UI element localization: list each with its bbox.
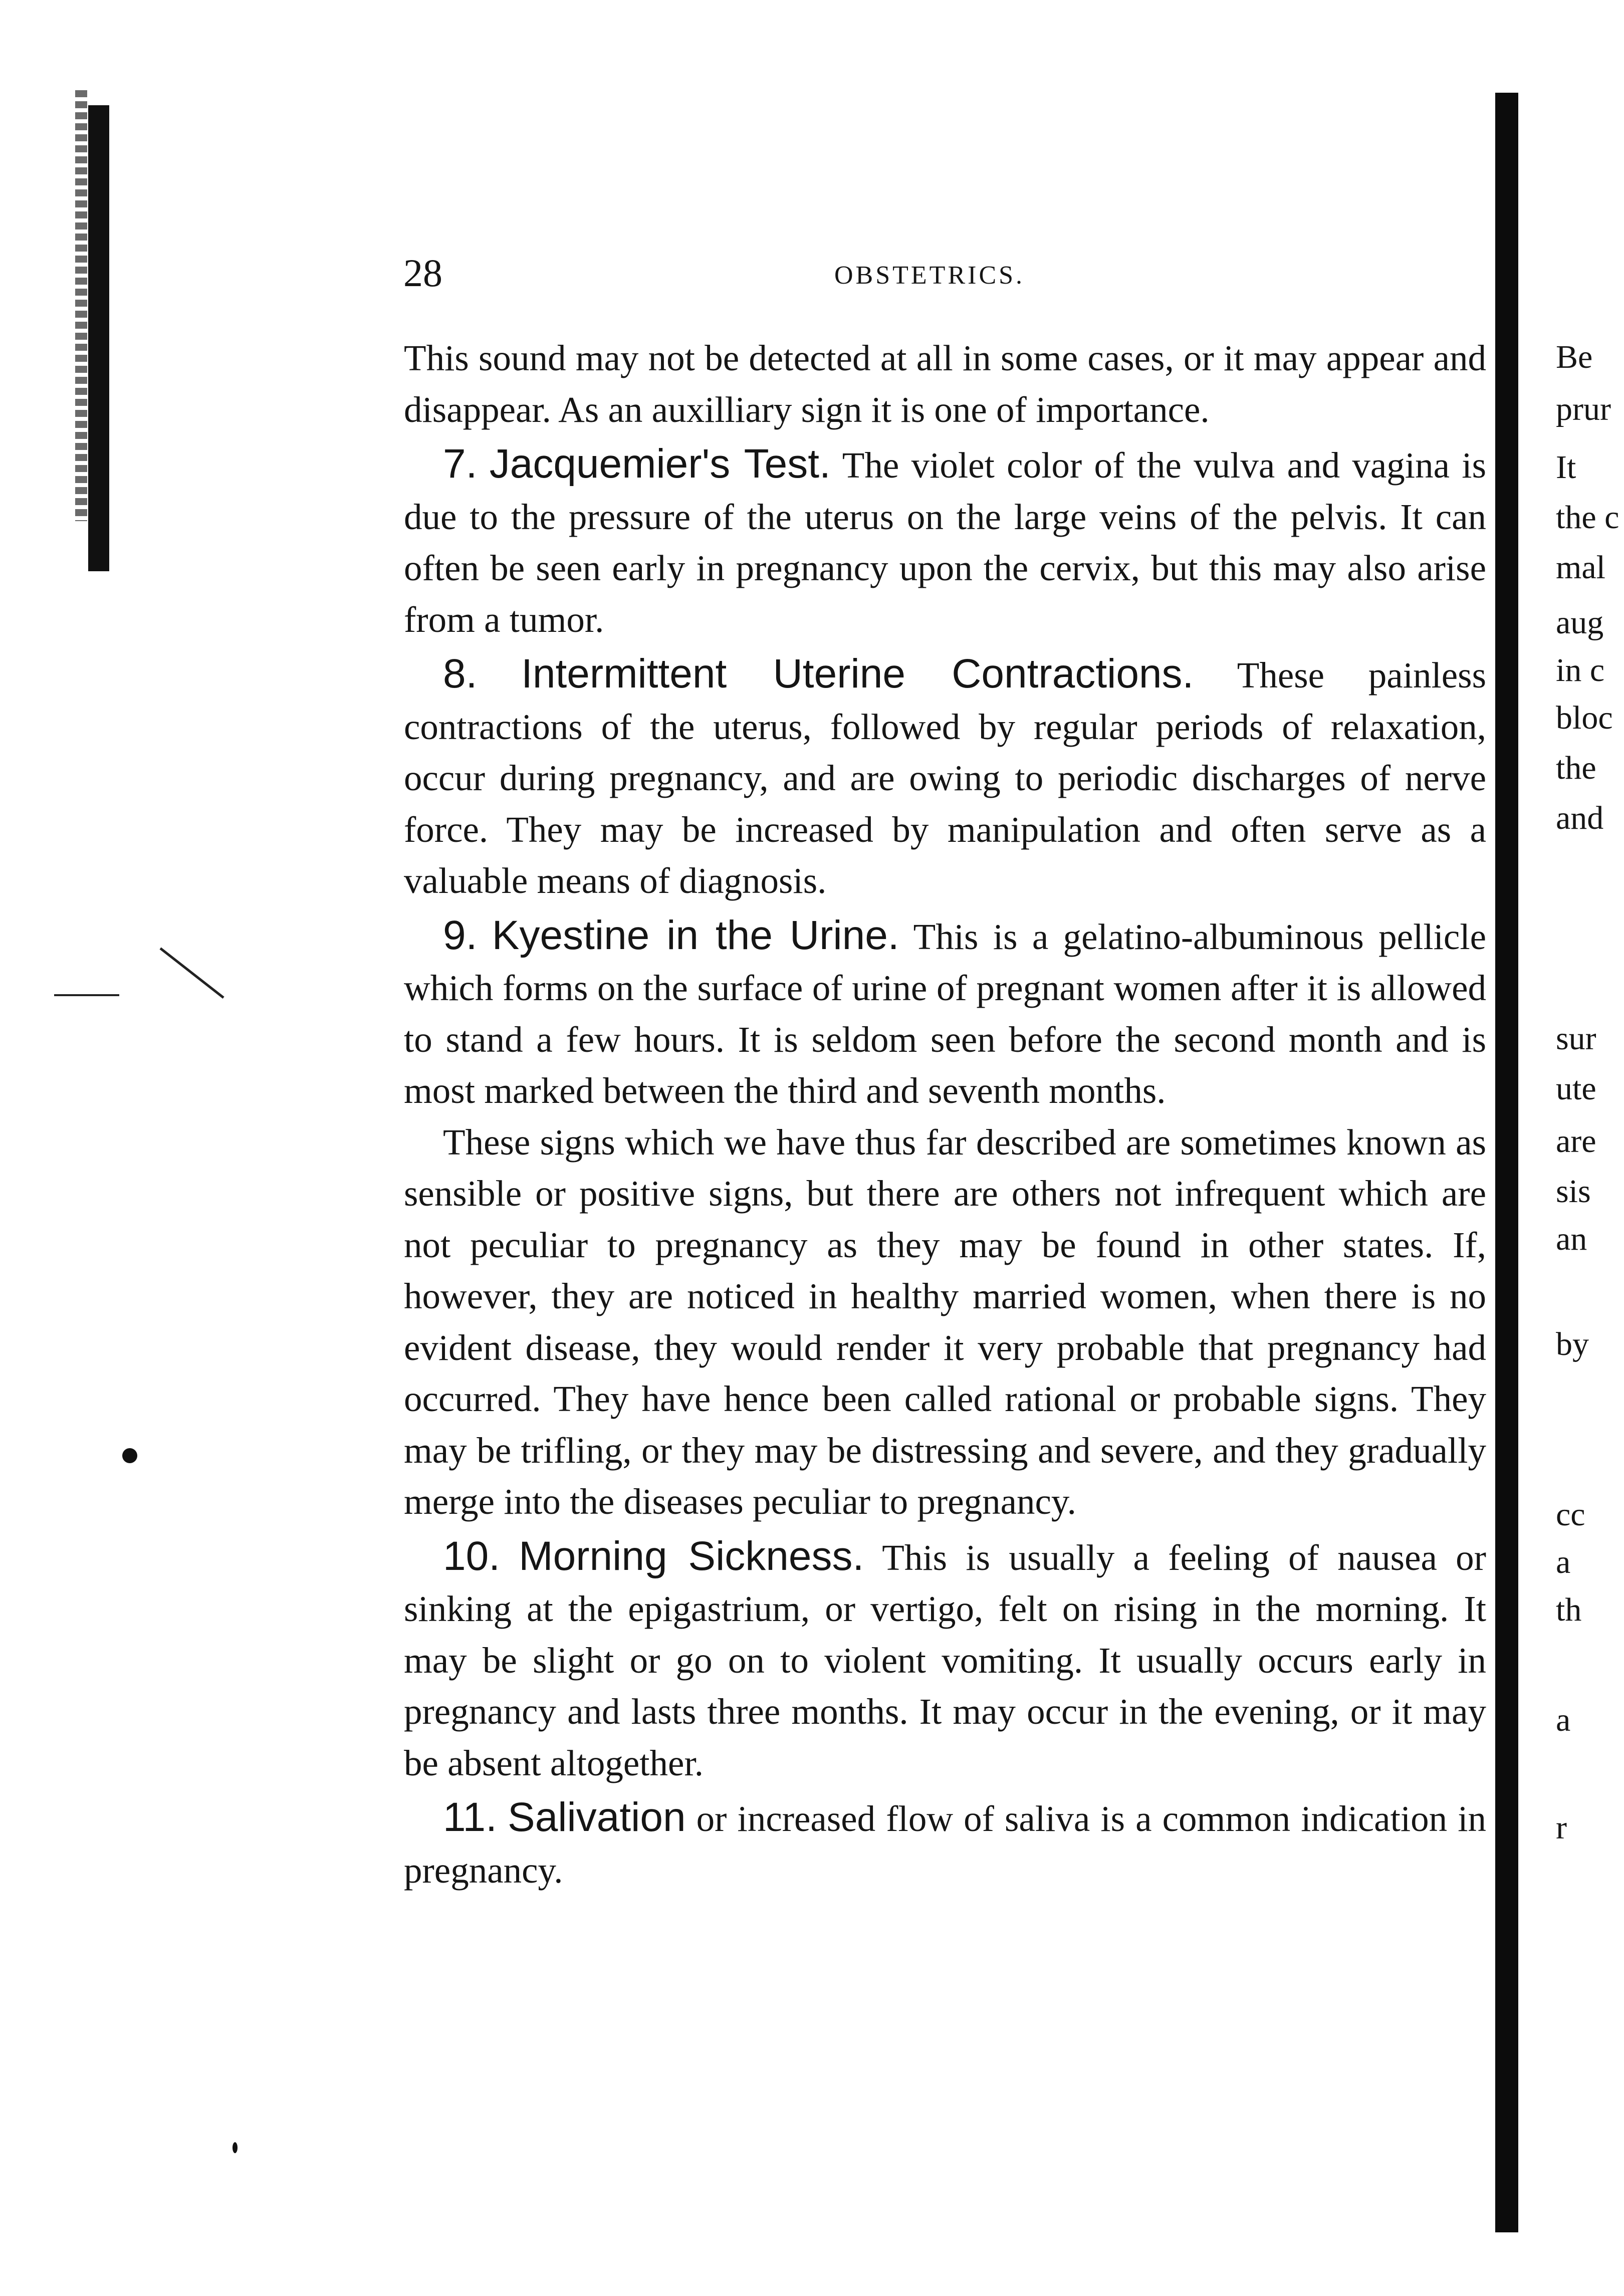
facing-page-fragment: sis <box>1556 1173 1591 1210</box>
gutter-bar <box>1495 93 1518 2232</box>
sign-title: Salivation <box>508 1794 686 1840</box>
paragraph-continued <box>404 333 1486 435</box>
facing-page-fragment: prur <box>1556 391 1611 427</box>
sign-number: 11. <box>443 1794 497 1840</box>
facing-page-fragment: Be <box>1556 339 1593 375</box>
facing-page-fragment: in c <box>1556 652 1605 688</box>
sign-title: Kyestine in the Urine. <box>492 912 899 958</box>
sign-9-paragraph <box>404 910 1486 1117</box>
margin-rule <box>54 994 119 996</box>
facing-page-fragment: a <box>1556 1544 1571 1580</box>
facing-page-fragment: bloc <box>1556 700 1613 736</box>
page-number: 28 <box>403 251 442 295</box>
paragraph-text: This sound may not be detected at all in some cases, or it may appear and disappear. As an auxilliary sign it is one of importance. <box>404 338 1486 430</box>
facing-page-fragment: and <box>1556 800 1604 836</box>
facing-page-fragment: a <box>1556 1702 1571 1738</box>
sign-number: 8. <box>443 651 478 697</box>
sign-7-paragraph <box>404 438 1486 645</box>
binding-shadow <box>75 90 87 521</box>
pen-stroke <box>159 948 224 999</box>
sign-text: These painless contractions of the uterus, followed by regular periods of relaxation, occur during pregnancy, and are owing to periodic discharges of nerve force. They may be increased by manipulation and often serve as a valuable means of diagnosis. <box>404 655 1486 901</box>
sign-text: The violet color of the vulva and vagina is due to the pressure of the uterus on the large veins of the pelvis. It can often be seen early in pregnancy upon the cervix, but this may also arise from a tumor. <box>404 445 1486 640</box>
facing-page-fragment: r <box>1556 1809 1567 1846</box>
facing-page-fragment: sur <box>1556 1020 1596 1057</box>
facing-page-fragment: ute <box>1556 1070 1596 1107</box>
facing-page-fragment: aug <box>1556 604 1604 641</box>
facing-page-fragment: mal <box>1556 549 1605 586</box>
sign-11-paragraph <box>404 1792 1486 1896</box>
sign-title: Morning Sickness. <box>519 1533 864 1579</box>
facing-page-fragment: an <box>1556 1221 1587 1257</box>
facing-page-fragment: th <box>1556 1591 1582 1628</box>
sign-number: 9. <box>443 912 478 958</box>
sign-text: or increased flow of saliva is a common indication in pregnancy. <box>404 1798 1486 1891</box>
ink-spot <box>233 2142 238 2153</box>
facing-page-fragment: the c <box>1556 499 1619 536</box>
sign-8-paragraph <box>404 648 1486 907</box>
sign-title: Intermittent Uterine Contractions. <box>521 651 1194 697</box>
sign-title: Jacquemier's Test. <box>489 441 831 487</box>
binding-edge <box>88 105 109 571</box>
facing-page-fragment: are <box>1556 1123 1596 1160</box>
facing-page-fragment: the <box>1556 750 1596 786</box>
facing-page-fragment: cc <box>1556 1496 1585 1533</box>
sign-10-paragraph <box>404 1531 1486 1789</box>
probable-signs-paragraph <box>404 1117 1486 1528</box>
body-column <box>404 333 1486 1896</box>
sign-number: 7. <box>443 441 478 487</box>
ink-spot <box>122 1448 137 1463</box>
sign-text: This is a gelatino-albuminous pellicle which forms on the surface of urine of pregnant women after it is allowed to stand a few hours. It is seldom seen before the second month and is most marked between the third and seventh months. <box>404 916 1487 1111</box>
facing-page-fragment: by <box>1556 1326 1589 1362</box>
sign-text: This is usually a feeling of nausea or sinking at the epigastrium, or vertigo, felt on rising in the morning. It may be slight or go on to violent vomiting. It usually occurs early in pregnancy and lasts three months. It may occur in the evening, or it may be absent altogether. <box>404 1537 1486 1783</box>
sign-number: 10. <box>443 1533 500 1579</box>
facing-page-fragment: It <box>1556 449 1576 486</box>
paragraph-text: These signs which we have thus far described are sometimes known as sensible or positive signs, but there are others not infrequent which are not peculiar to pregnancy as they may be found in other states. If, however, they are noticed in healthy married women, when there is no evident disease, they would render it very probable that pregnancy had occurred. They have hence been called rational or probable signs. They may be trifling, or they may be distressing and severe, and they gradually merge into the diseases peculiar to pregnancy. <box>404 1121 1486 1522</box>
running-title: OBSTETRICS. <box>834 261 1025 290</box>
